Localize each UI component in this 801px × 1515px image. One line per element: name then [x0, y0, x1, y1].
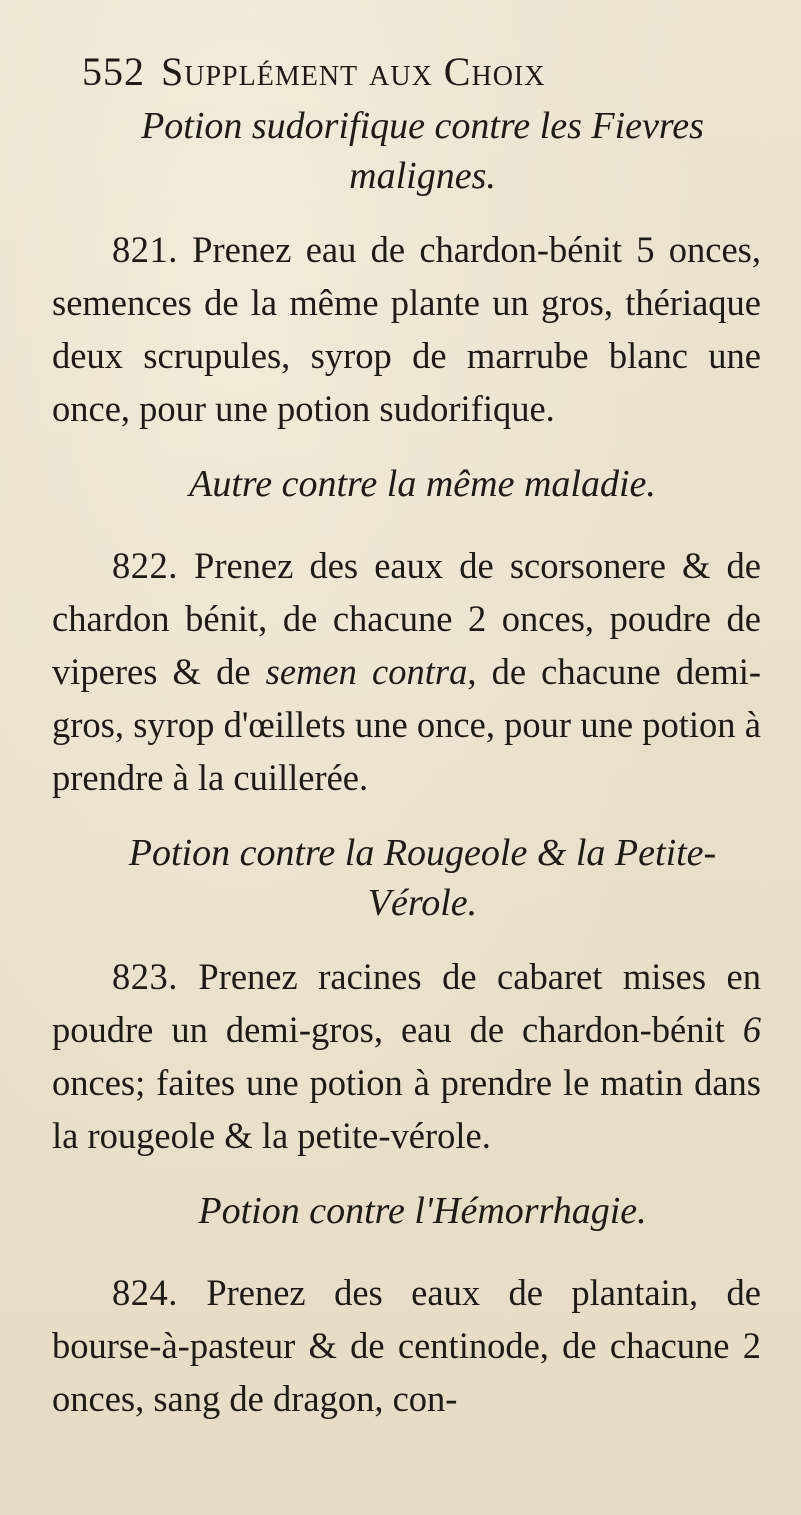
- section-title-823: Potion contre la Rougeole & la Petite-Vérole.: [128, 832, 717, 924]
- paragraph-text-822-a: Prenez des eaux de scorsonere & de chardon bénit, de chacune 2 onces, poudre de viperes & de: [52, 545, 762, 692]
- paragraph-text-822-italic: semen contra: [265, 651, 468, 692]
- paragraph-number-823: 823.: [112, 956, 178, 997]
- paragraph-number-822: 822.: [112, 545, 178, 586]
- paragraph-text-823-italic: 6: [742, 1009, 761, 1050]
- paragraph-number-824: 824.: [112, 1272, 178, 1313]
- running-title: Supplément aux Choix: [161, 49, 546, 94]
- paragraph-text-821: Prenez eau de chardon-bénit 5 onces, semences de la même plante un gros, thériaque deux scrupules, syrop de marrube blanc une once, pour une potion sudorifique.: [52, 229, 761, 429]
- section-title-821: Potion sudorifique contre les Fievres malignes.: [141, 105, 704, 197]
- paragraph-text-822-b: , de chacune demi-gros, syrop d'œillets une once, pour une potion à prendre à la cuillerée.: [52, 651, 762, 798]
- paragraph-text-823-b: onces; faites une potion à prendre le matin dans la rougeole & la petite-vérole.: [52, 1062, 761, 1156]
- paragraph-822: [52, 539, 761, 804]
- paragraph-number-821: 821.: [112, 229, 178, 270]
- paragraph-821: [52, 223, 761, 435]
- page-header: [82, 48, 761, 95]
- page-number: 552: [82, 49, 145, 94]
- section-title-822: Autre contre la même maladie.: [189, 463, 656, 505]
- paragraph-823: [52, 950, 761, 1162]
- section-title-824: Potion contre l'Hémorrhagie.: [198, 1190, 647, 1232]
- paragraph-text-824: Prenez des eaux de plantain, de bourse-à-pasteur & de centinode, de chacune 2 onces, sang de dragon, con-: [52, 1272, 762, 1419]
- paragraph-text-823-a: Prenez racines de cabaret mises en poudre un demi-gros, eau de chardon-bénit: [52, 956, 762, 1050]
- paragraph-824: [52, 1266, 761, 1425]
